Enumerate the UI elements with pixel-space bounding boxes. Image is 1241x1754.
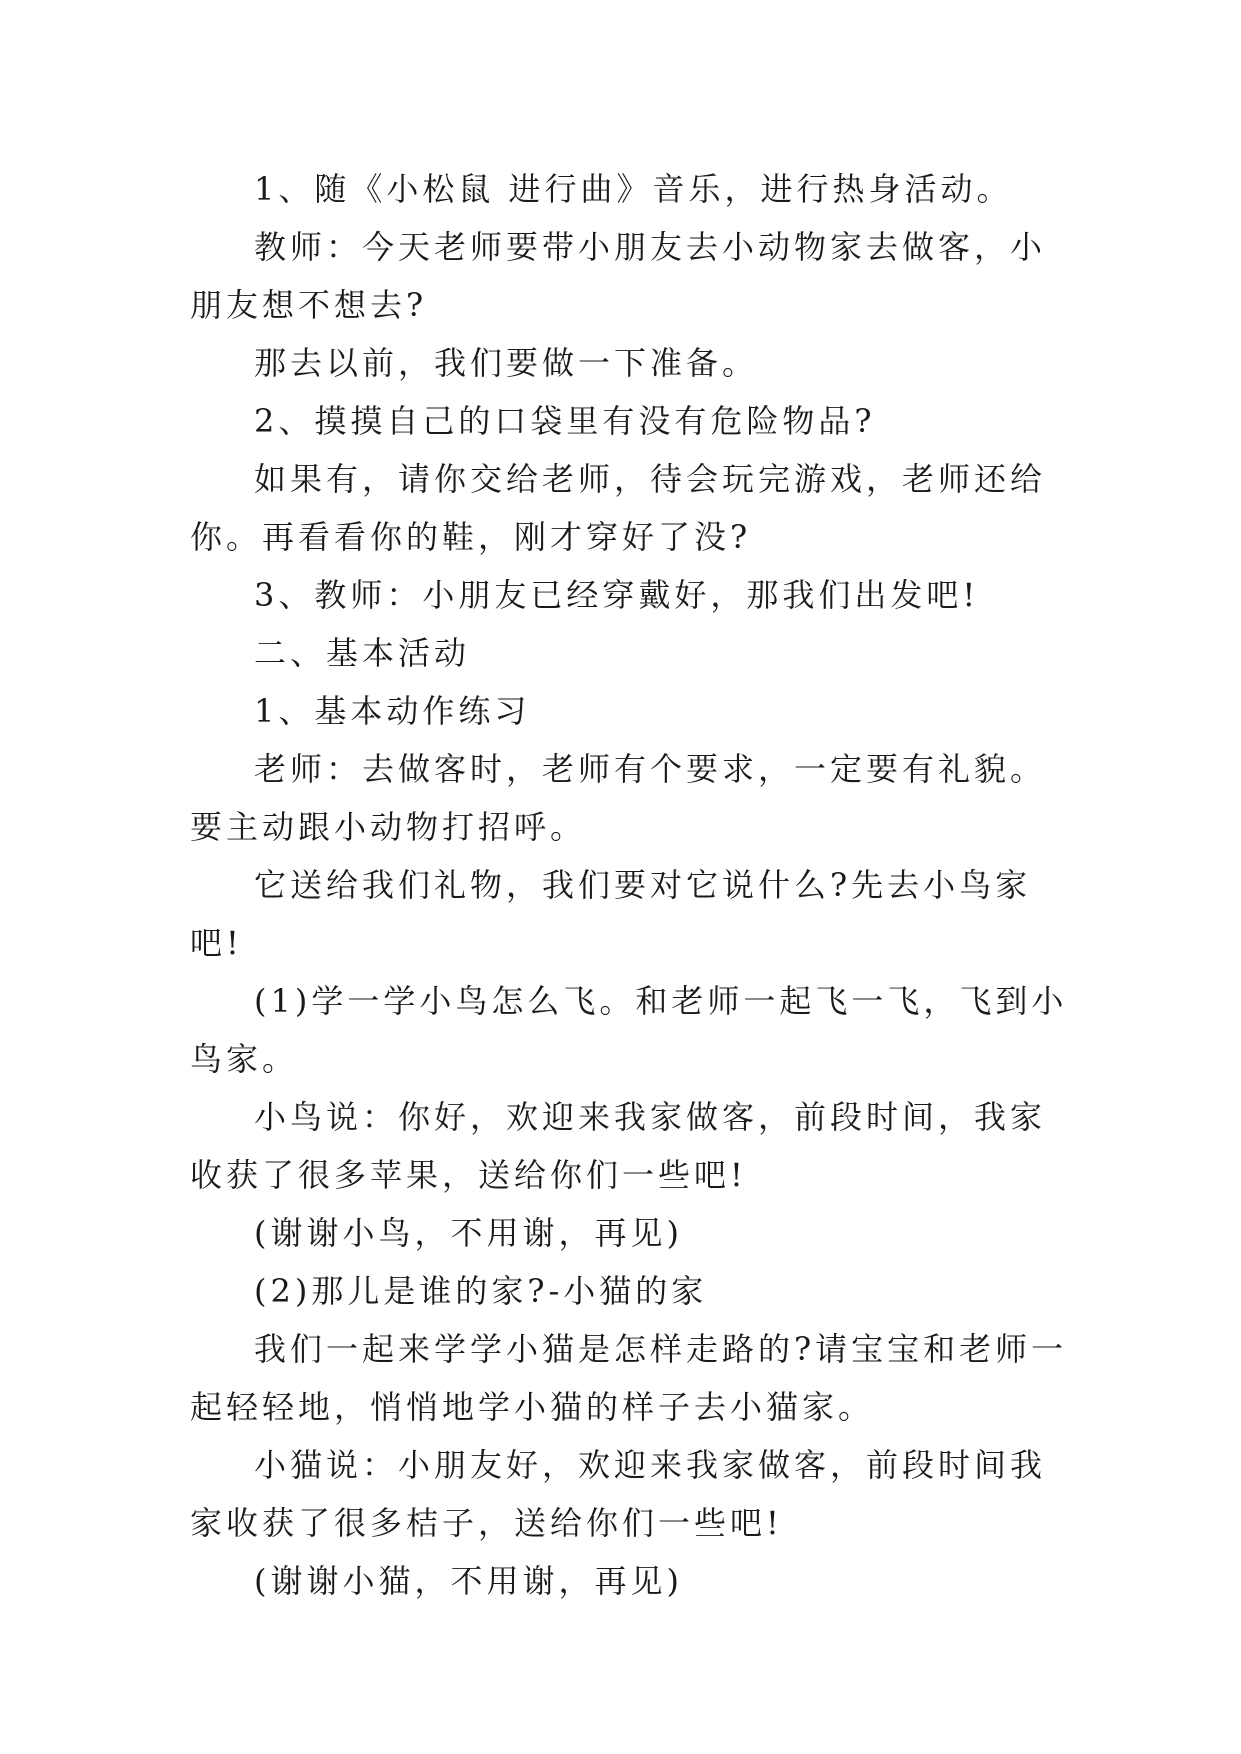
heading-basic-activity: 二、基本活动 (254, 634, 471, 672)
paragraph-gift-bird-house: 它送给我们礼物，我们要对它说什么?先去小鸟家吧! (190, 866, 1032, 962)
paragraph-set-off: 3、教师：小朋友已经穿戴好，那我们出发吧! (254, 576, 980, 614)
paragraph-teacher-invite: 教师：今天老师要带小朋友去小动物家去做客，小朋友想不想去? (190, 228, 1047, 324)
document-body (190, 160, 1070, 1610)
paragraph-warmup-music: 1、随《小松鼠 进行曲》音乐，进行热身活动。 (254, 170, 1013, 208)
paragraph-learn-cat-walk: 我们一起来学学小猫是怎样走路的?请宝宝和老师一起轻轻地，悄悄地学小猫的样子去小猫家。 (190, 1330, 1068, 1426)
paragraph-bird-says: 小鸟说：你好，欢迎来我家做客，前段时间，我家收获了很多苹果，送给你们一些吧! (190, 1098, 1047, 1194)
paragraph-check-pockets: 2、摸摸自己的口袋里有没有危险物品? (254, 402, 876, 440)
paragraph-hand-over-shoes: 如果有，请你交给老师，待会玩完游戏，老师还给你。再看看你的鞋，刚才穿好了没? (190, 460, 1047, 556)
paragraph-politeness: 老师：去做客时，老师有个要求，一定要有礼貌。要主动跟小动物打招呼。 (190, 750, 1047, 846)
paragraph-whose-house: (2)那儿是谁的家?-小猫的家 (254, 1272, 708, 1310)
paragraph-learn-bird-fly: (1)学一学小鸟怎么飞。和老师一起飞一飞，飞到小鸟家。 (190, 982, 1068, 1078)
paragraph-cat-says: 小猫说：小朋友好，欢迎来我家做客，前段时间我家收获了很多桔子，送给你们一些吧! (190, 1446, 1047, 1542)
paragraph-thank-bird: (谢谢小鸟，不用谢，再见) (254, 1214, 683, 1252)
paragraph-thank-cat: (谢谢小猫，不用谢，再见) (254, 1562, 683, 1600)
paragraph-prepare: 那去以前，我们要做一下准备。 (254, 344, 759, 382)
heading-basic-movement: 1、基本动作练习 (254, 692, 531, 730)
